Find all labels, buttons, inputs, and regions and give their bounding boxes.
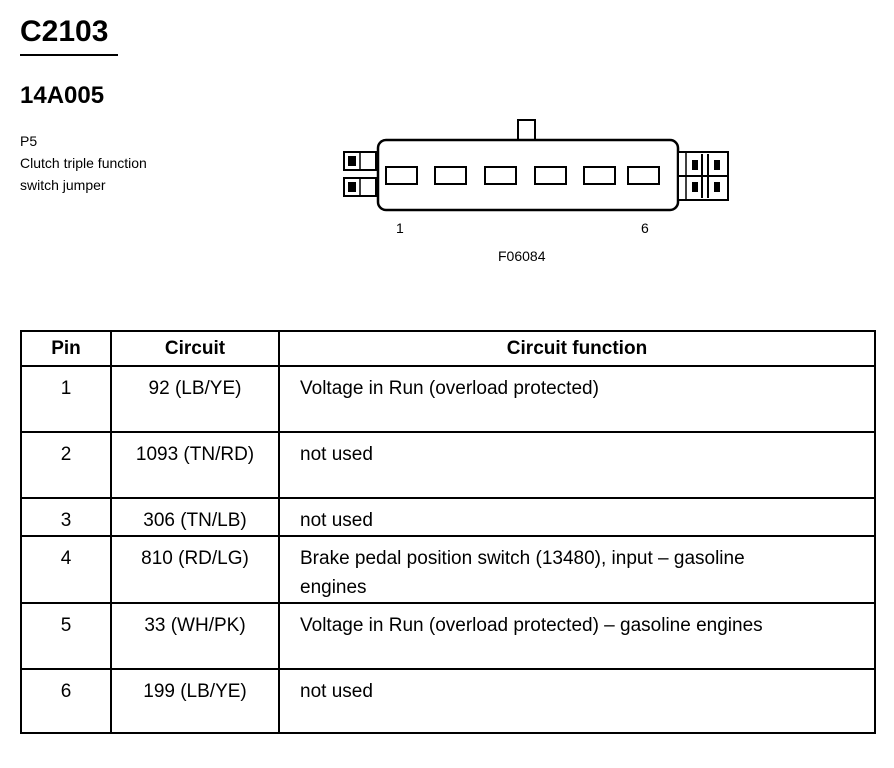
table-row: [21, 498, 875, 536]
pin-label-last: 6: [641, 220, 649, 236]
table-row: [21, 536, 875, 603]
pin-cavity-4: [535, 167, 566, 184]
circuit-cell: 306 (TN/LB): [111, 498, 279, 536]
figure-id: F06084: [498, 248, 546, 264]
description-line-3: switch jumper: [20, 177, 106, 193]
function-line: not used: [300, 444, 373, 465]
pin-cavity-6: [628, 167, 659, 184]
circuit-cell: 1093 (TN/RD): [111, 432, 279, 498]
right-latch-icon: [678, 152, 728, 200]
left-latch-icon: [344, 152, 376, 196]
table-header-row: [21, 331, 875, 366]
pin-table: [20, 330, 876, 734]
table-row: [21, 603, 875, 669]
pin-cell: 4: [21, 536, 111, 603]
connector-face-diagram: [330, 110, 750, 220]
function-cell: [279, 432, 875, 498]
pin-cell: 3: [21, 498, 111, 536]
pin-cavity-3: [485, 167, 516, 184]
function-line: Voltage in Run (overload protected) – gasoline engines: [300, 615, 763, 636]
circuit-cell: 92 (LB/YE): [111, 366, 279, 432]
function-line: engines: [300, 577, 367, 598]
function-cell: [279, 498, 875, 536]
function-cell: [279, 603, 875, 669]
pin-cavity-5: [584, 167, 615, 184]
circuit-cell: 810 (RD/LG): [111, 536, 279, 603]
pin-cavity-1: [386, 167, 417, 184]
title-underline: [20, 54, 118, 56]
function-line: not used: [300, 681, 373, 702]
part-number: 14A005: [20, 82, 105, 109]
pin-cell: 1: [21, 366, 111, 432]
description-line-1: P5: [20, 133, 38, 149]
circuit-cell: 199 (LB/YE): [111, 669, 279, 733]
description-line-2: Clutch triple function: [20, 155, 147, 171]
pin-label-first: 1: [396, 220, 404, 236]
table-row: [21, 669, 875, 733]
connector-lock-tab: [518, 120, 535, 140]
header-circuit: Circuit: [111, 331, 279, 366]
header-function: Circuit function: [279, 331, 875, 366]
pin-cavity-2: [435, 167, 466, 184]
pin-cell: 5: [21, 603, 111, 669]
function-cell: [279, 536, 875, 603]
connector-title: C2103: [20, 15, 109, 48]
function-line: Voltage in Run (overload protected): [300, 378, 599, 399]
function-line: not used: [300, 510, 373, 531]
circuit-cell: 33 (WH/PK): [111, 603, 279, 669]
pin-cell: 6: [21, 669, 111, 733]
function-line: Brake pedal position switch (13480), input – gasoline: [300, 548, 745, 569]
connector-description: [20, 130, 147, 196]
header-pin: Pin: [21, 331, 111, 366]
table-row: [21, 432, 875, 498]
function-cell: [279, 366, 875, 432]
table-row: [21, 366, 875, 432]
pin-cell: 2: [21, 432, 111, 498]
function-cell: [279, 669, 875, 733]
